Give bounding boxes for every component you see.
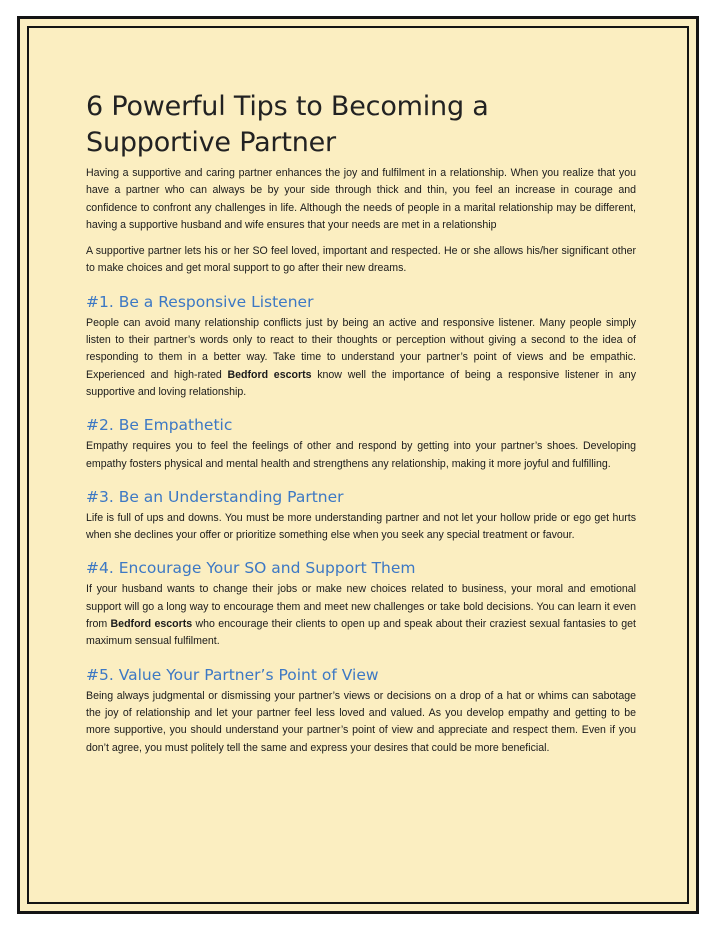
intro-paragraph-2: A supportive partner lets his or her SO feel loved, important and respected. He or she allows his/her significant other to make choices and get moral support to go after their new dreams.	[86, 245, 636, 275]
section-1-text-before: People can avoid many relationship conflicts just by being an active and responsive listener. Many people simply listen to their partner’s words only to react to their thoughts or perception without giving a second to the idea of responding to them in a better way. Take time to understand your partner’s point of views and be empathic. Experienced and high-rated	[86, 316, 636, 381]
section-paragraph-5: Being always judgmental or dismissing your partner’s views or decisions on a drop of a hat or whims can sabotage the joy of relationship and let your partner feel less loved and valued. As you develop empathy and getting to be more supportive, you should understand your partner’s point of view and appreciate and respect them. Even if you don’t agree, you must politely tell the same and express your desires that could be more beneficial.	[86, 689, 636, 754]
section-paragraph-4	[86, 581, 636, 650]
section-heading-4: #4. Encourage Your SO and Support Them	[86, 559, 416, 578]
section-4-text-before: If your husband wants to change their jobs or make new choices related to business, your moral and emotional support will go a long way to encourage them and meet new challenges or take bold decisions. You can learn it even from	[86, 583, 636, 631]
section-heading-5: #5. Value Your Partner’s Point of View	[86, 665, 379, 684]
section-1-bold-link-text: Bedford escorts	[227, 368, 312, 381]
section-heading-2: #2. Be Empathetic	[86, 416, 233, 435]
document-page	[17, 16, 699, 914]
section-paragraph-3: Life is full of ups and downs. You must be more understanding partner and not let your hollow pride or ego get hurts when she declines your offer or prioritize something else when you seek any special treatment or favour.	[86, 511, 636, 542]
section-4-text-after: who encourage their clients to open up and speak about their craziest sexual fantasies to get maximum sensual fulfilment.	[86, 618, 636, 648]
section-4-bold-link-text: Bedford escorts	[110, 618, 193, 631]
section-heading-1: #1. Be a Responsive Listener	[86, 292, 314, 311]
section-heading-3: #3. Be an Understanding Partner	[86, 487, 344, 506]
section-paragraph-2: Empathy requires you to feel the feelings of other and respond by getting into your partner’s shoes. Developing empathy fosters physical and mental health and strengthens any relationship, making it more joyful and fulfilling.	[86, 440, 636, 470]
document-content	[86, 89, 636, 766]
section-1-text-after: know well the importance of being a responsive listener in any supportive and loving relationship.	[86, 368, 636, 398]
section-paragraph-1	[86, 315, 636, 401]
intro-paragraph-1: Having a supportive and caring partner enhances the joy and fulfilment in a relationship. When you realize that you have a partner who can always be by your side through thick and thin, you feel an increase in courage and confidence to confront any challenges in life. Although the needs of people in a marital relationship may be different, having a supportive husband and wife ensures that your needs are met in a relationship	[86, 167, 636, 231]
document-title: 6 Powerful Tips to Becoming a Supportive Partner	[86, 91, 489, 158]
